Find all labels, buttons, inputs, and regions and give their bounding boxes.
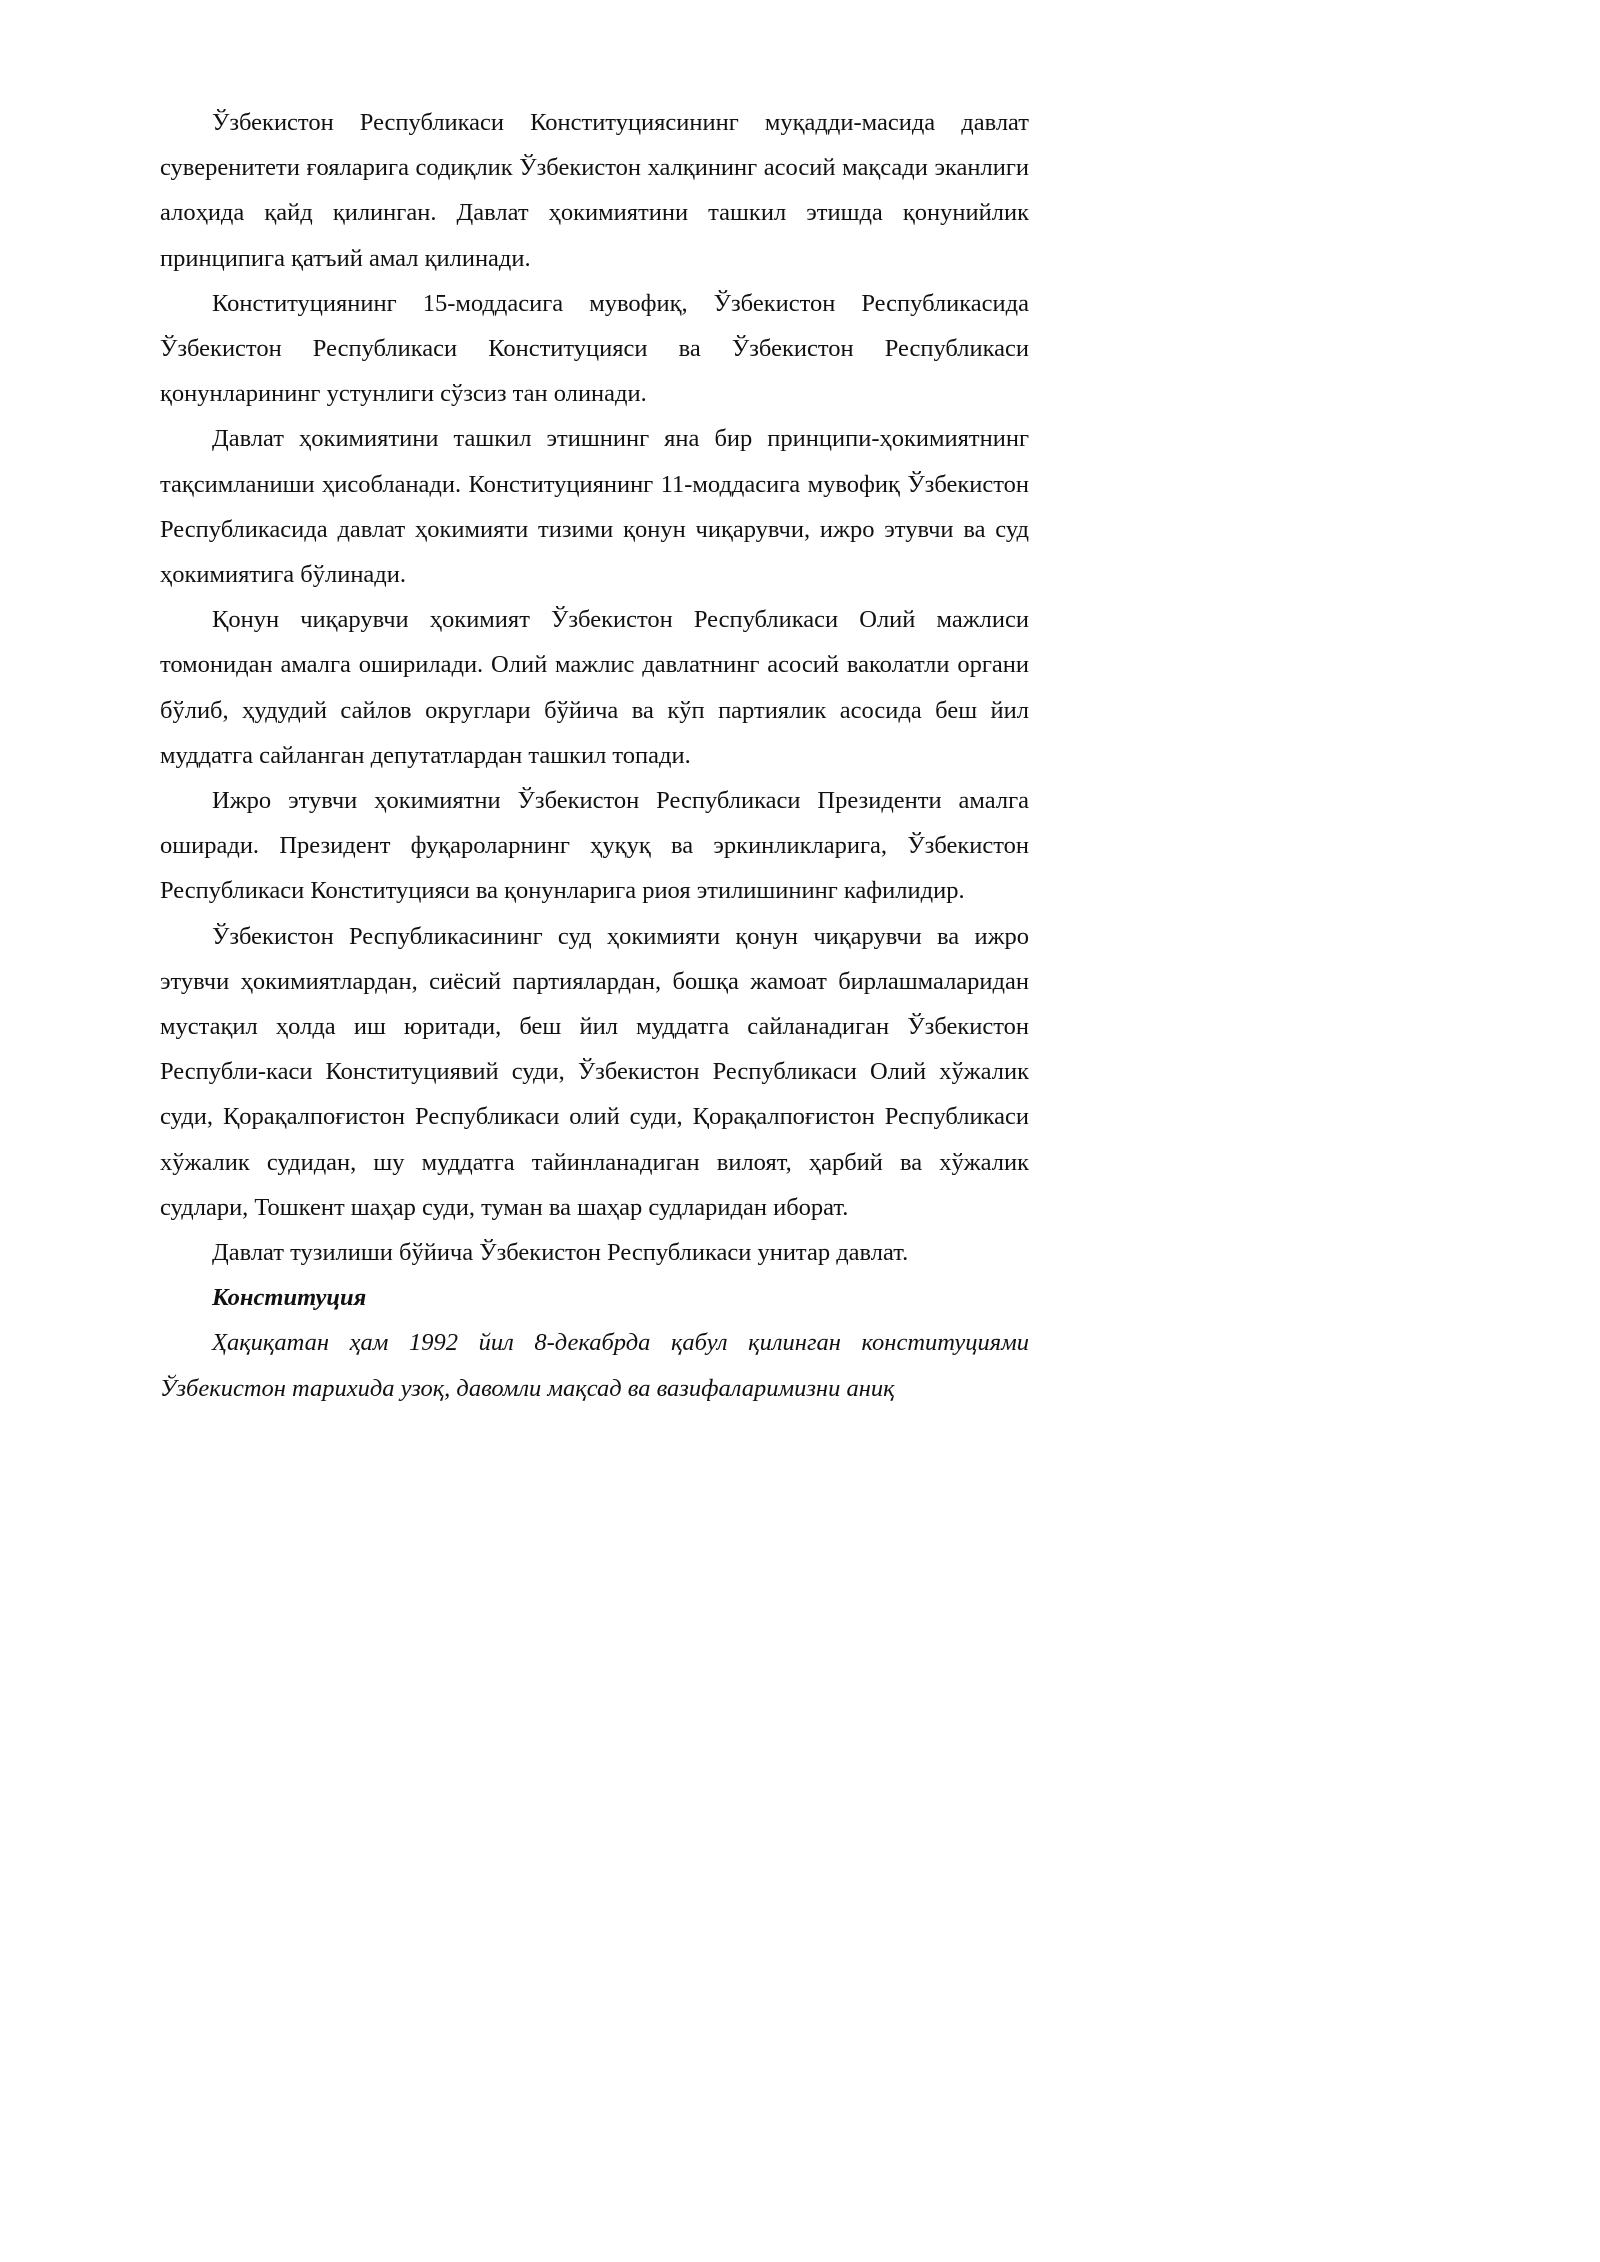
paragraph-separation-of-powers: Давлат ҳокимиятини ташкил этишнинг яна бир принципи-ҳокимиятнинг тақсимланиши ҳисобланади. Конституциянинг 11-моддасига мувофиқ Ўзбекистон Республикасида давлат ҳокимияти тизими қонун чиқарувчи, ижро этувчи ва суд ҳокимиятига бўлинади.: [160, 425, 1029, 589]
paragraph-legislative-power: Қонун чиқарувчи ҳокимият Ўзбекистон Республикаси Олий мажлиси томонидан амалга оширилади. Олий мажлис давлатнинг асосий ваколатли органи бўлиб, ҳудудий сайлов округлари бўйича ва кўп партиялик асосида беш йил муддатга сайланган депутатлардан ташкил топади.: [160, 606, 1029, 769]
paragraph-article-15: Конституциянинг 15-моддасига мувофиқ, Ўзбекистон Республикасида Ўзбекистон Республикаси Конституцияси ва Ўзбекистон Республикаси қонунларининг устунлиги сўзсиз тан олинади.: [160, 289, 1029, 408]
paragraph-unitary-state: Давлат тузилиши бўйича Ўзбекистон Республикаси унитар давлат.: [212, 1239, 909, 1267]
document-page: [0, 0, 1100, 1555]
paragraph-preamble: Ўзбекистон Республикаси Конституциясининг муқадди-масида давлат суверенитети ғояларига содиқлик Ўзбекистон халқининг асосий мақсади эканлиги алоҳида қайд қилинган. Давлат ҳокимиятини ташкил этишда қонунийлик принципига қатъий амал қилинади.: [160, 109, 1029, 272]
paragraph-constitution-1992: Ҳақиқатан ҳам 1992 йил 8-декабрда қабул қилинган конституциями Ўзбекистон тарихида узоқ, давомли мақсад ва вазифаларимизни аниқ: [160, 1329, 1029, 1402]
document-body: [160, 100, 1029, 1411]
paragraph-judicial-power: Ўзбекистон Республикасининг суд ҳокимияти қонун чиқарувчи ва ижро этувчи ҳокимиятлардан, сиёсий партиялардан, бошқа жамоат бирлашмаларидан мустақил ҳолда иш юритади, беш йил муддатга сайланадиган Ўзбекистон Республи-каси Конституциявий суди, Ўзбекистон Республикаси Олий хўжалик суди, Қорақалпоғистон Республикаси олий суди, Қорақалпоғистон Республикаси хўжалик судидан, шу муддатга тайинланадиган вилоят, ҳарбий ва хўжалик судлари, Тошкент шаҳар суди, туман ва шаҳар судларидан иборат.: [160, 922, 1029, 1221]
section-heading: Конституция: [212, 1284, 367, 1312]
paragraph-executive-power: Ижро этувчи ҳокимиятни Ўзбекистон Республикаси Президенти амалга оширади. Президент фуқароларнинг ҳуқуқ ва эркинликларига, Ўзбекистон Республикаси Конституцияси ва қонунларига риоя этилишининг кафилидир.: [160, 787, 1029, 905]
